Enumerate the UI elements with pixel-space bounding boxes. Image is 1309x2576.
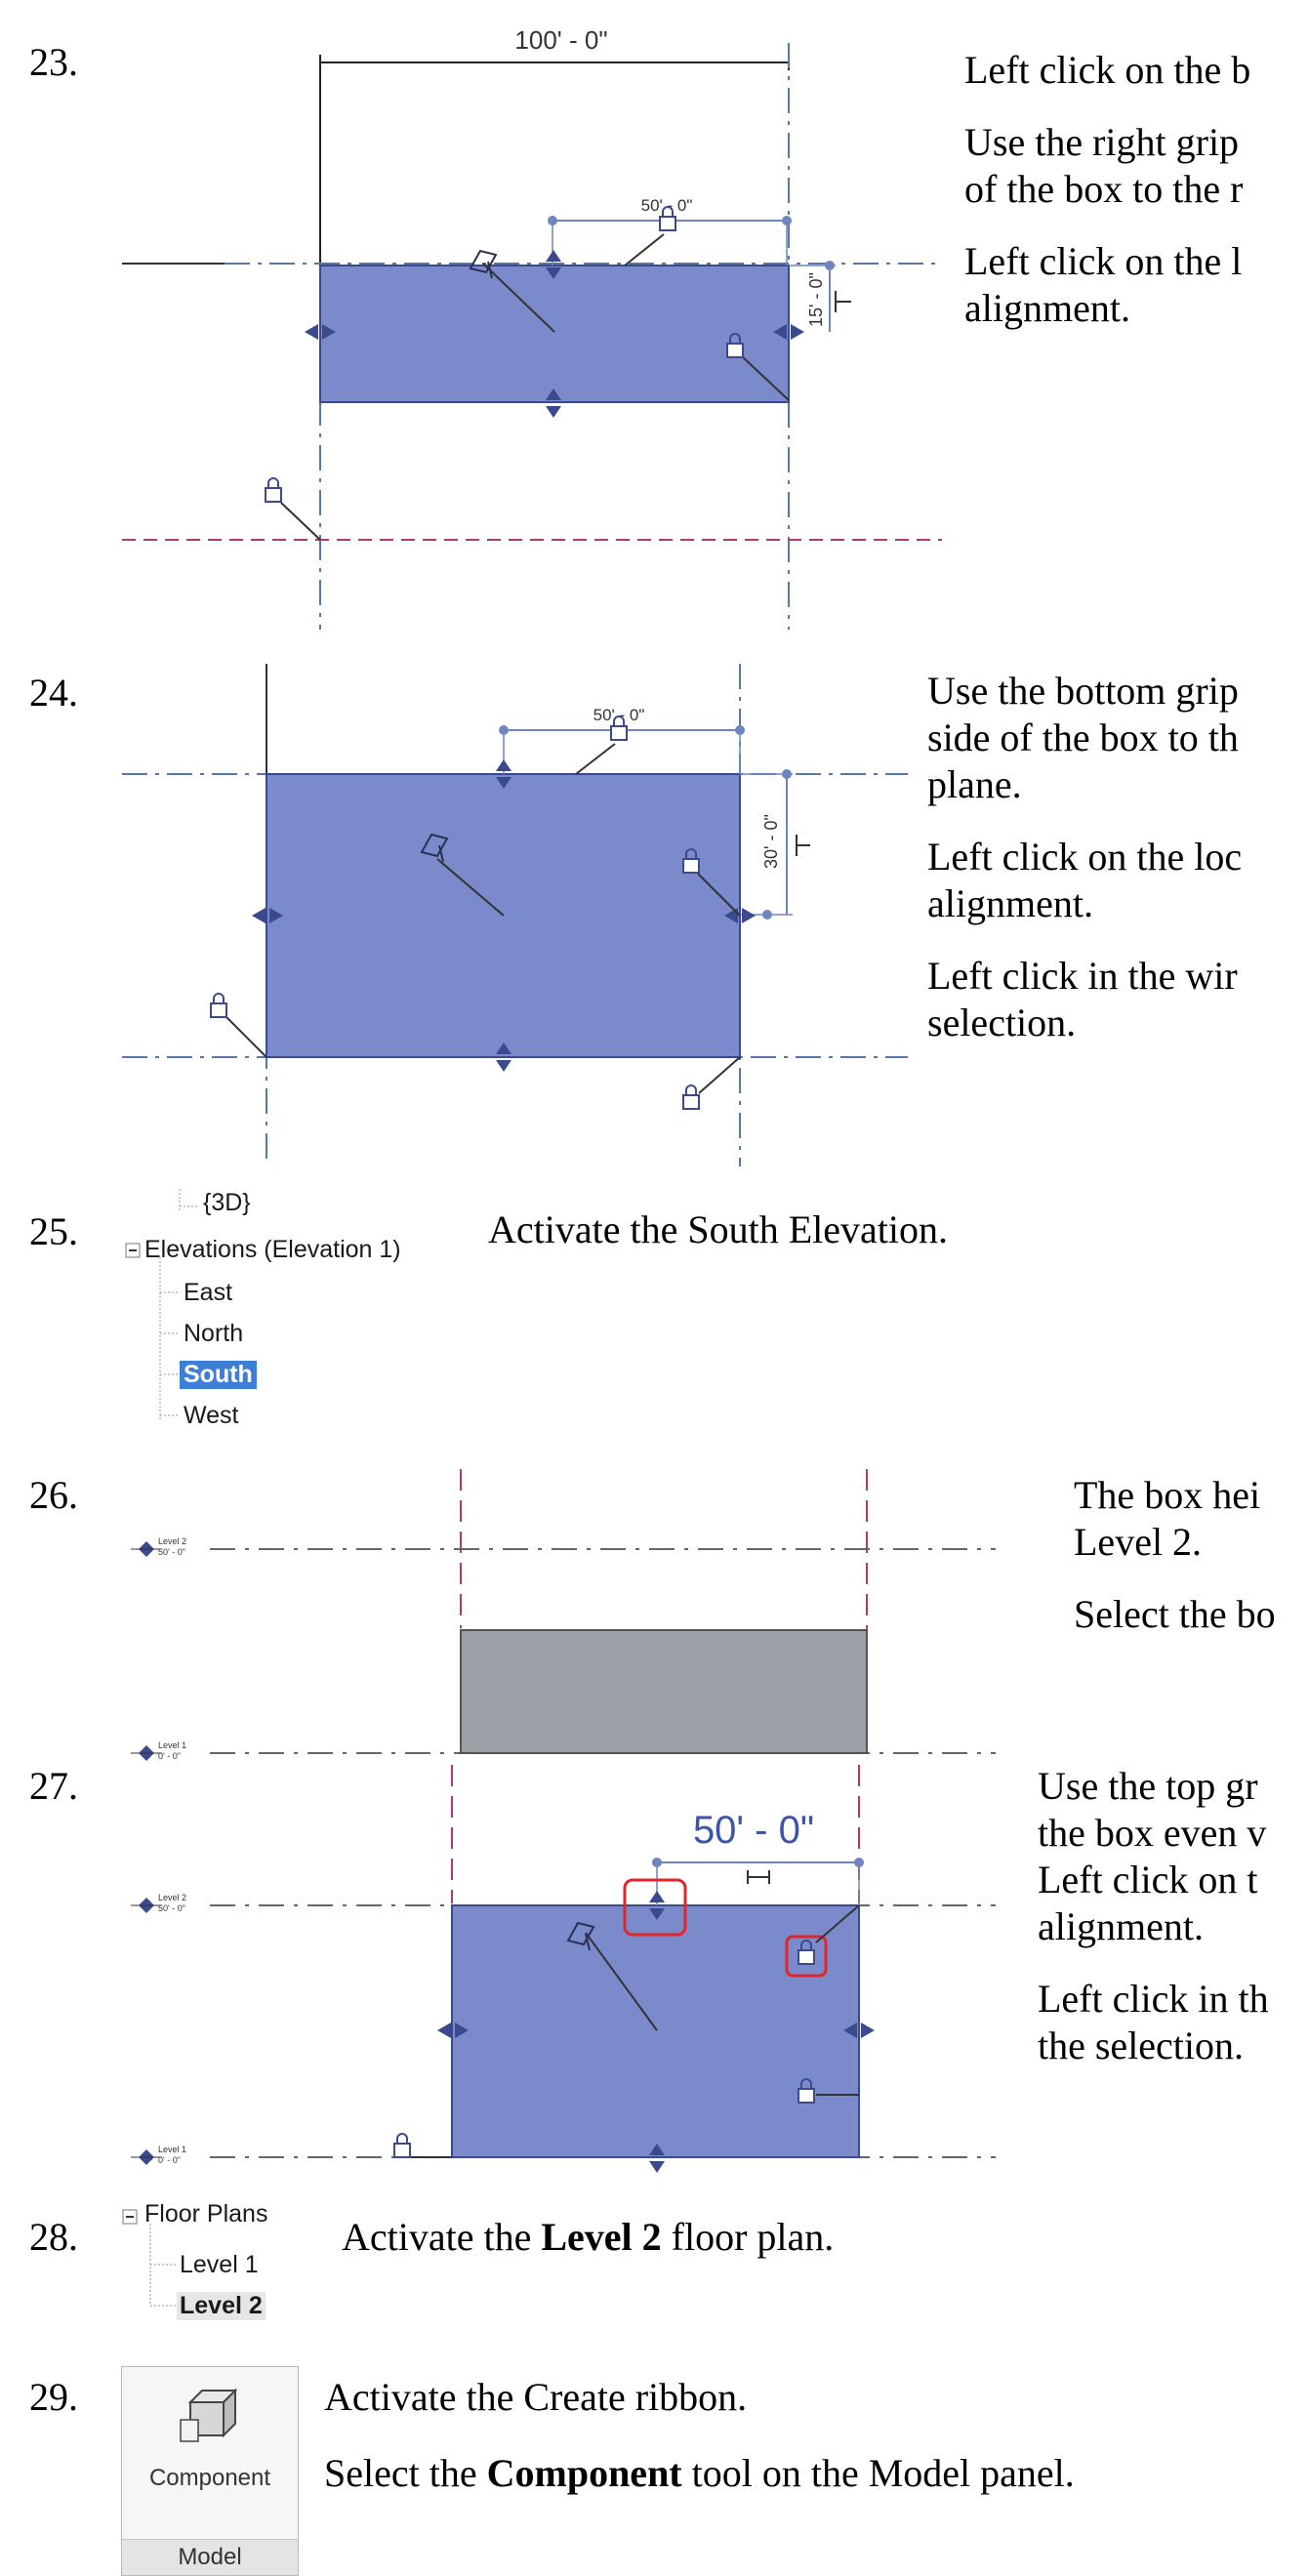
browser-item-north[interactable]: North — [184, 1320, 244, 1347]
browser-item-west[interactable]: West — [184, 1402, 239, 1429]
browser-item-south[interactable]: South — [180, 1361, 257, 1389]
level-1-elev: 0' - 0" — [158, 1751, 181, 1761]
dim-27-big: 50' - 0" — [692, 1809, 815, 1852]
step-25-text: Activate the South Elevation. — [488, 1207, 948, 1251]
level-2-elev-27: 50' - 0" — [158, 1903, 185, 1913]
level-2-label-27: Level 2 — [158, 1893, 187, 1902]
dim-24-small: 50' - 0" — [593, 706, 645, 724]
step-29-text: Activate the Create ribbon. Select the Component tool on the Model panel. — [324, 2375, 1075, 2495]
box-27[interactable] — [452, 1905, 859, 2157]
step-28-text: Activate the Level 2 floor plan. — [342, 2215, 835, 2259]
level-2-label: Level 2 — [158, 1536, 187, 1546]
step-27-number: 27. — [29, 1764, 78, 1808]
browser-item-level-1[interactable]: Level 1 — [180, 2251, 259, 2278]
component-icon — [177, 2381, 245, 2449]
browser-item-east[interactable]: East — [184, 1279, 233, 1306]
step-23-number: 23. — [29, 40, 78, 84]
dim-23-side: 15' - 0" — [806, 272, 826, 327]
browser-group-floor-plans[interactable]: Floor Plans — [144, 2200, 268, 2228]
step-27-text: Use the top gr the box even v Left click on t alignment. Left click in th the selection. — [1038, 1764, 1269, 2067]
step-25-number: 25. — [29, 1209, 78, 1253]
level-1-label: Level 1 — [158, 1740, 187, 1750]
step-28-number: 28. — [29, 2215, 78, 2259]
step-29-number: 29. — [29, 2375, 78, 2419]
dim-23-small: 50' - 0" — [640, 196, 693, 215]
lock-icon[interactable] — [394, 2134, 410, 2157]
step-23-text: Left click on the b Use the right grip of the box to the r Left click on the l alignment. — [964, 48, 1251, 330]
dim-24-side: 30' - 0" — [761, 814, 781, 869]
step-24-number: 24. — [29, 671, 78, 715]
model-panel-label: Model — [122, 2539, 298, 2575]
browser-item-3d[interactable]: {3D} — [203, 1189, 251, 1216]
browser-item-level-2[interactable]: Level 2 — [177, 2292, 266, 2320]
browser-group-elevations[interactable]: Elevations (Elevation 1) — [144, 1236, 401, 1263]
project-browser-floor-plans — [121, 2200, 336, 2327]
step-26-number: 26. — [29, 1473, 78, 1517]
step-24-text: Use the bottom grip side of the box to th plane. Left click on the loc alignment. Left click in the wir selection. — [927, 669, 1243, 1044]
dim-23-top: 100' - 0" — [514, 25, 608, 55]
level-1-elev-27: 0' - 0" — [158, 2155, 181, 2165]
collapse-minus-icon[interactable] — [123, 2210, 137, 2224]
component-label: Component — [148, 2465, 271, 2491]
component-tool-button[interactable] — [121, 2366, 299, 2576]
level-2-elev: 50' - 0" — [158, 1547, 185, 1557]
step-26-text: The box hei Level 2. Select the bo — [1074, 1473, 1276, 1636]
level-1-label-27: Level 1 — [158, 2145, 187, 2154]
